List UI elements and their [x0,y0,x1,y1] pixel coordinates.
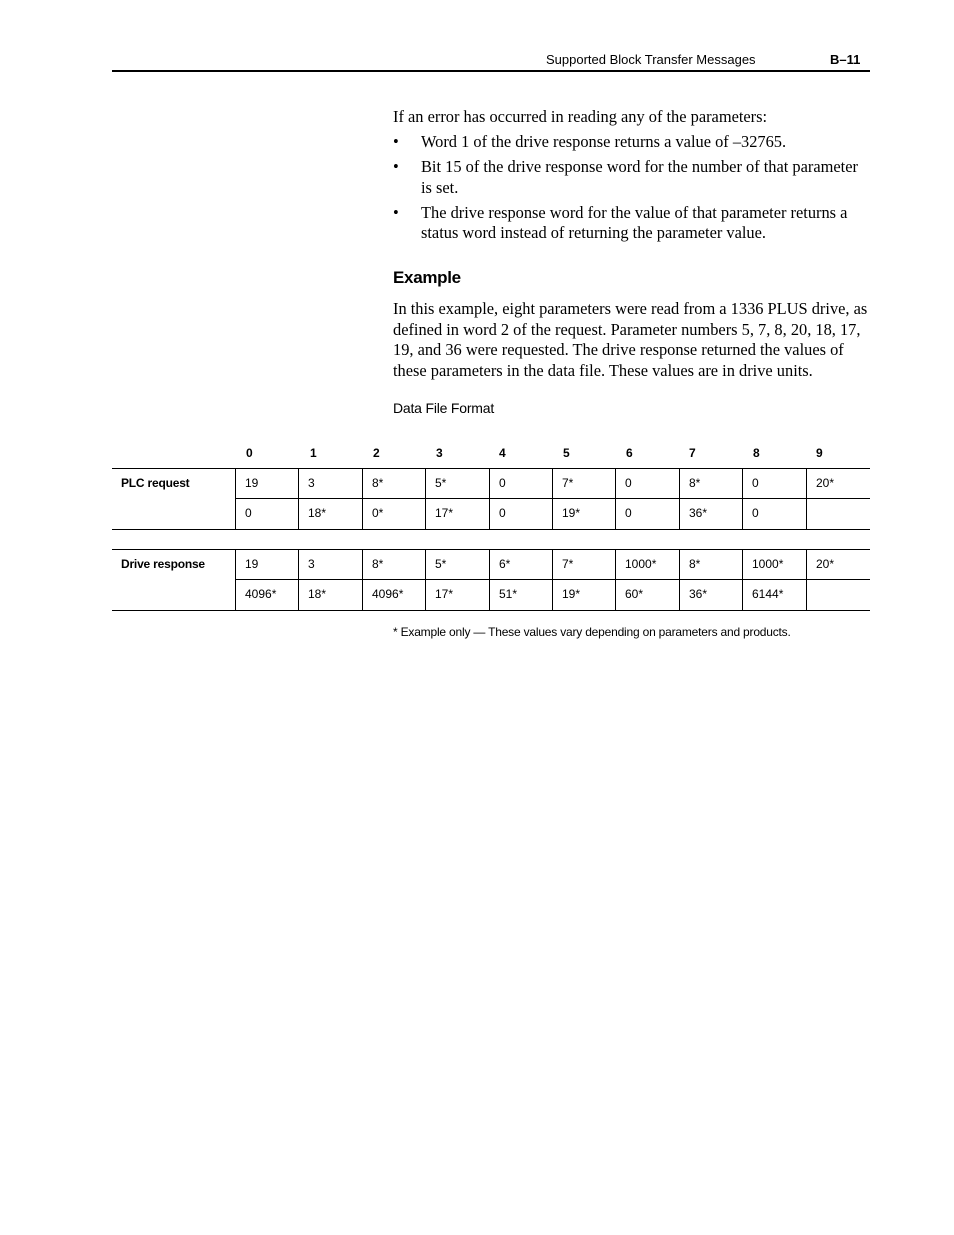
table-cell: 7* [562,557,574,571]
table-cell: 60* [625,587,644,601]
column-divider [362,550,363,610]
table-cell: 0 [499,506,506,520]
bullet-marker: • [393,202,399,222]
bullet-text: Bit 15 of the drive response word for the number of that parameter is set. [421,157,858,197]
column-divider [615,550,616,610]
table-cell: 19 [245,557,259,571]
column-header: 5 [563,446,570,460]
column-header: 4 [499,446,506,460]
bullet-marker: • [393,132,399,151]
section-heading: Example [393,268,461,287]
table-cell: 3 [308,476,315,490]
table-cell: 5* [435,476,447,490]
table-cell: 20* [816,557,835,571]
column-divider [489,550,490,610]
column-divider [235,469,236,529]
header-title: Supported Block Transfer Messages [546,52,756,67]
table-cell: 6144* [752,587,784,601]
bullet-item [393,157,868,198]
page-number: B–11 [830,52,861,67]
bullet-item [393,132,868,153]
column-divider [806,550,807,610]
header-rule [112,70,870,72]
table-column-headers [112,446,870,462]
table-footnote: * Example only — These values vary depending on parameters and products. [393,625,791,639]
table-cell: 0 [752,476,759,490]
column-divider [679,550,680,610]
column-divider [425,469,426,529]
table-cell: 0 [625,506,632,520]
table-cell: 19* [562,506,581,520]
example-paragraph: In this example, eight parameters were read from a 1336 PLUS drive, as defined in word 2 of the request. Parameter numbers 5, 7, 8, 20, 18, 17, 19, and 36 were requested. The drive response returned the values of these parameters in the data file. These values are in drive units. [393,299,868,380]
column-divider [235,550,236,610]
table-cell: 18* [308,506,327,520]
table-cell: 8* [372,557,384,571]
column-divider [298,469,299,529]
column-divider [298,550,299,610]
column-divider [742,469,743,529]
table-cell: 0* [372,506,384,520]
column-divider [806,469,807,529]
column-header: 0 [246,446,253,460]
table-cell: 17* [435,506,454,520]
drive-response-block [112,549,870,611]
column-divider [679,469,680,529]
table-cell: 4096* [245,587,277,601]
bullet-marker: • [393,157,399,176]
table-cell: 51* [499,587,518,601]
column-divider [742,550,743,610]
intro-paragraph: If an error has occurred in reading any of the parameters: [393,107,768,126]
bullet-text: The drive response word for the value of that parameter returns a status word instead of returning the parameter value. [421,202,848,242]
table-cell: 36* [689,506,708,520]
table-cell: 8* [372,476,384,490]
column-divider [552,550,553,610]
column-header: 9 [816,446,823,460]
table-cell: 19* [562,587,581,601]
column-divider [489,469,490,529]
table-cell: 3 [308,557,315,571]
bullet-item [393,203,868,244]
column-header: 3 [436,446,443,460]
table-cell: 8* [689,557,701,571]
table-cell: 0 [245,506,252,520]
column-divider [362,469,363,529]
column-divider [425,550,426,610]
table-cell: 5* [435,557,447,571]
column-header: 2 [373,446,380,460]
table-cell: 36* [689,587,708,601]
table-cell: 8* [689,476,701,490]
table-cell: 18* [308,587,327,601]
table-cell: 1000* [625,557,657,571]
table-caption: Data File Format [393,400,495,416]
column-header: 8 [753,446,760,460]
table-cell: 17* [435,587,454,601]
table-cell: 6* [499,557,511,571]
table-cell: 19 [245,476,259,490]
row-label-plc-request: PLC request [121,476,190,490]
error-bullet-list [393,132,868,248]
column-divider [552,469,553,529]
plc-request-block [112,468,870,530]
table-cell: 1000* [752,557,784,571]
table-cell: 4096* [372,587,404,601]
column-header: 6 [626,446,633,460]
table-cell: 0 [752,506,759,520]
table-cell: 20* [816,476,835,490]
row-label-drive-response: Drive response [121,557,205,571]
table-cell: 0 [625,476,632,490]
table-cell: 0 [499,476,506,490]
column-divider [615,469,616,529]
column-header: 1 [310,446,317,460]
bullet-text: Word 1 of the drive response returns a value of –32765. [421,132,787,151]
column-header: 7 [689,446,696,460]
table-cell: 7* [562,476,574,490]
